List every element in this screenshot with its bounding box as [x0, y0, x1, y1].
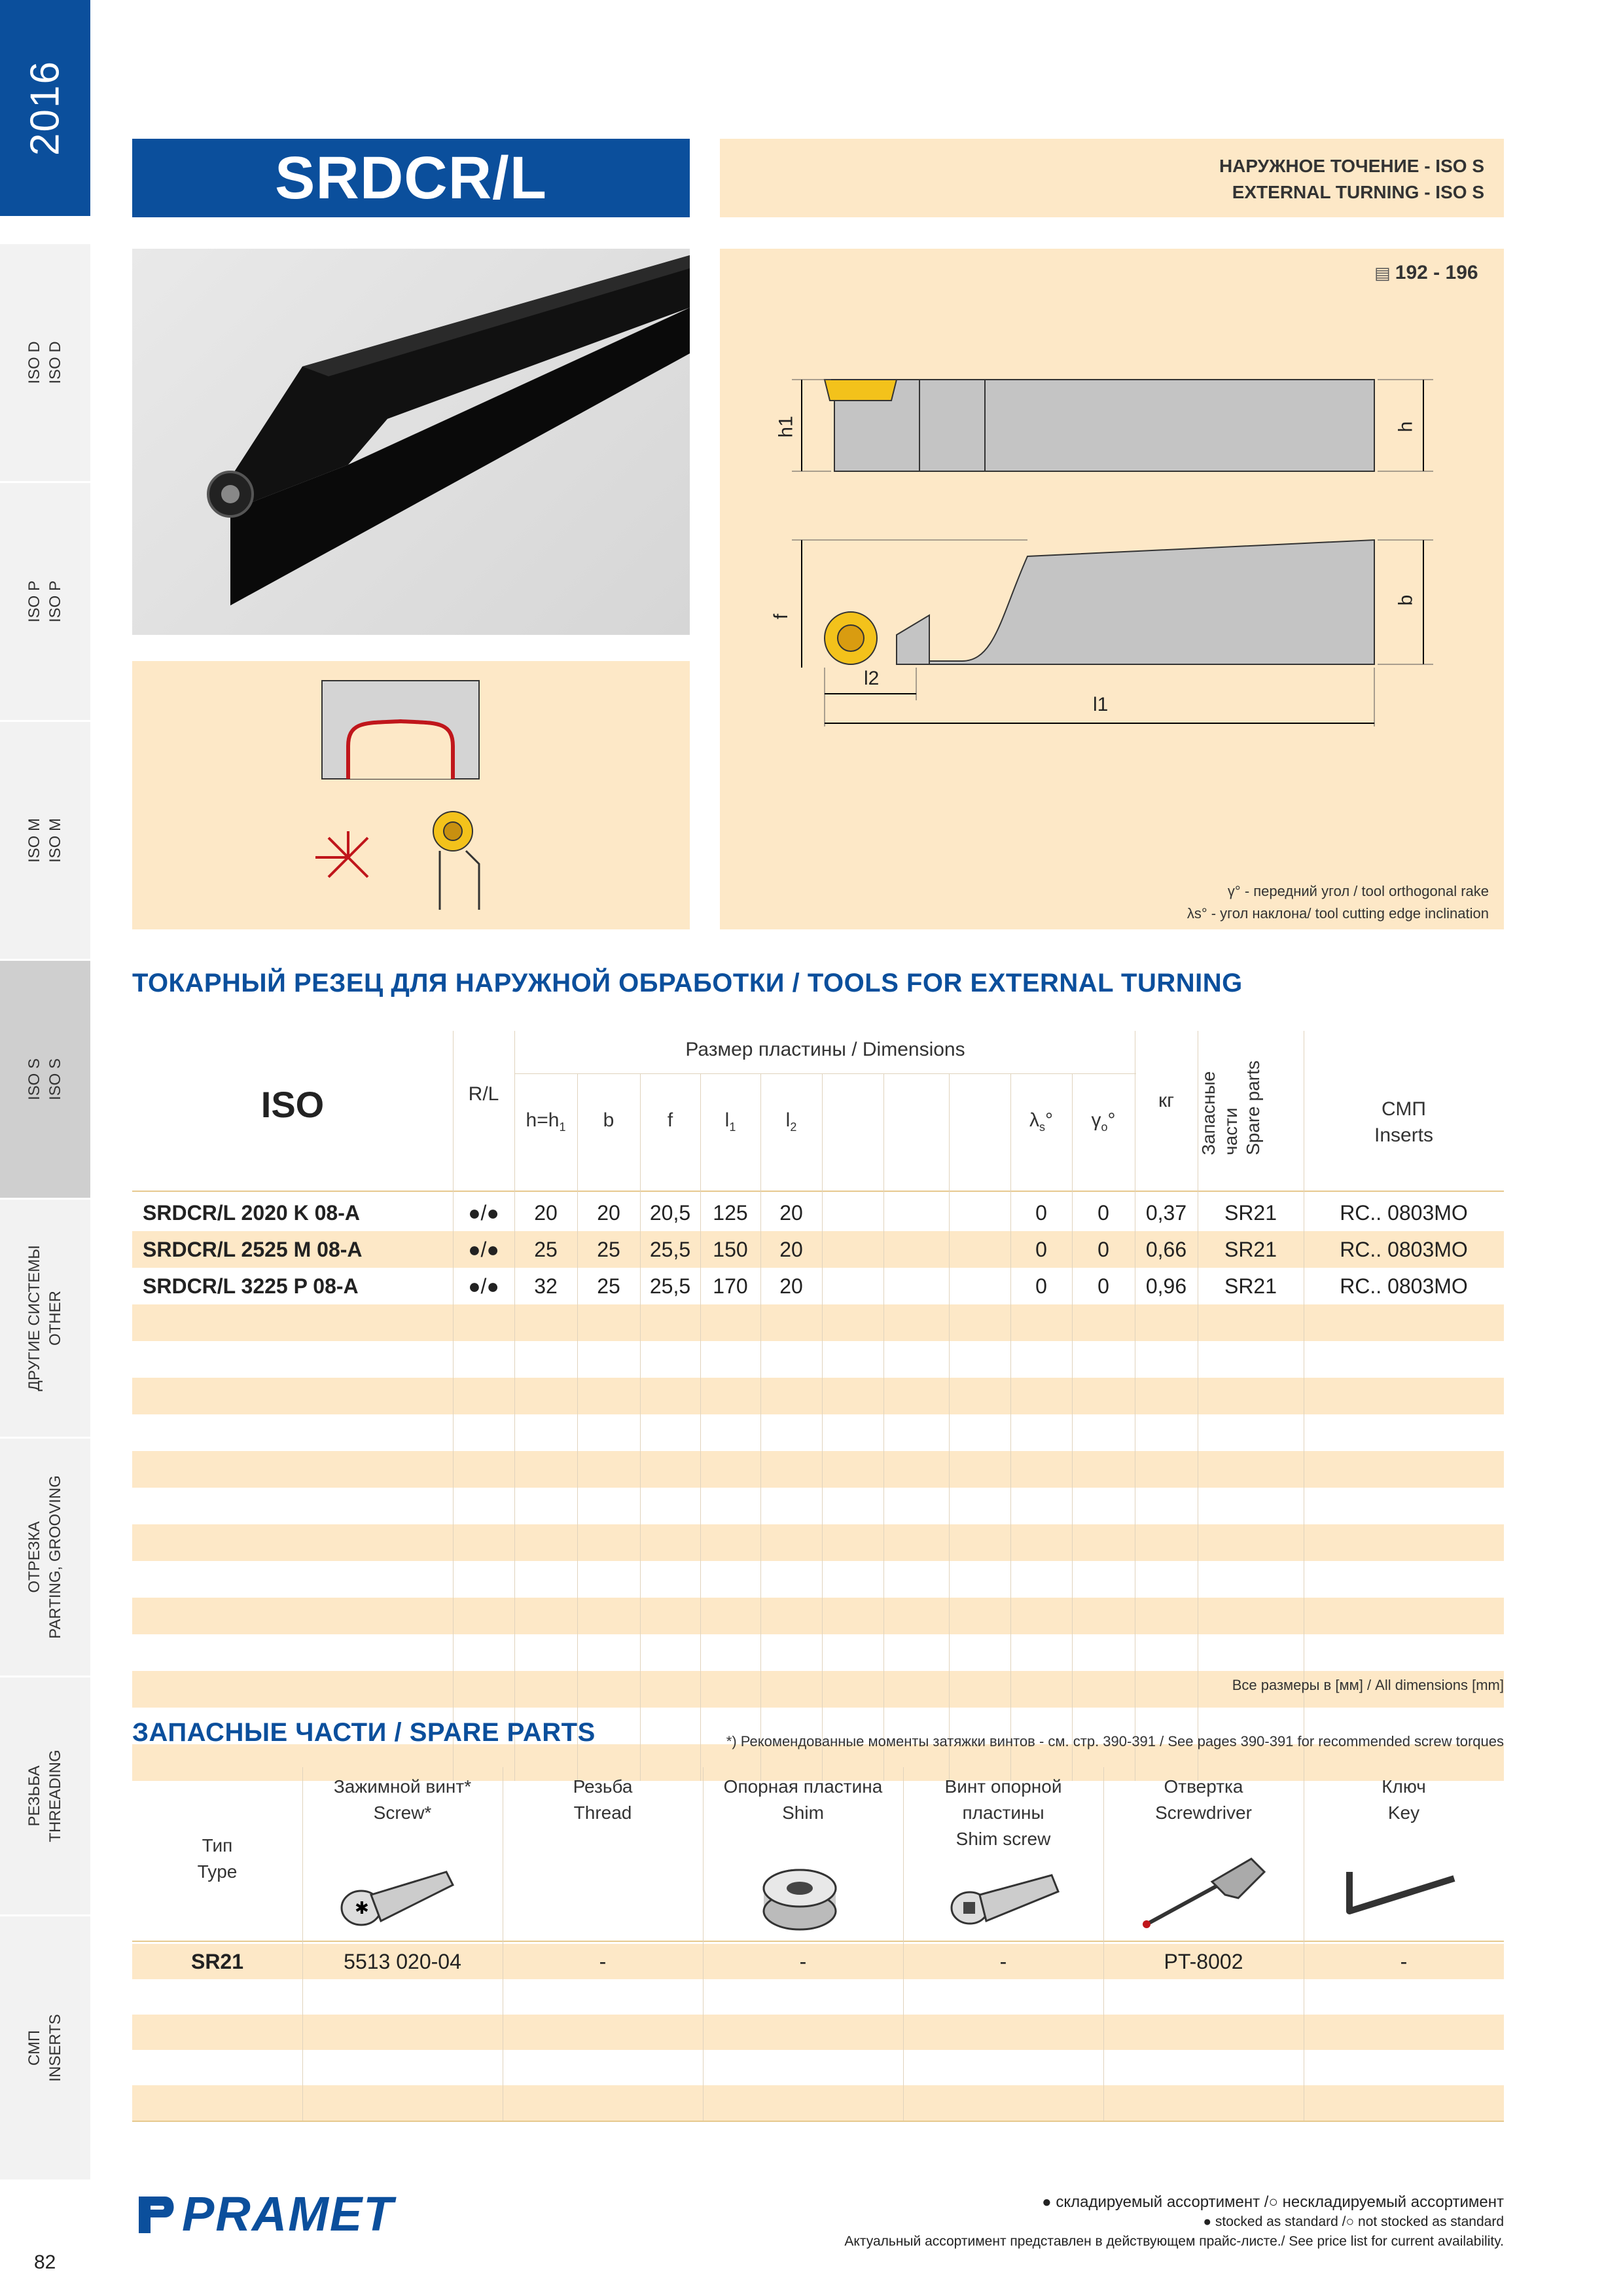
- table-row: [132, 1231, 1504, 1268]
- col-dimensions: Размер пластины / Dimensions: [685, 1039, 965, 1060]
- col-thread: Резьба Thread: [573, 1776, 633, 1823]
- cell-l1: 125: [713, 1201, 748, 1225]
- spare-shim: -: [799, 1950, 807, 1973]
- spare-row-empty: [132, 2050, 1504, 2085]
- sidebar-tab-iso-m[interactable]: [0, 720, 90, 959]
- tab-label-en: OTHER: [46, 1291, 64, 1346]
- table-row-empty: [132, 1378, 1504, 1414]
- spare-section-title: ЗАПАСНЫЕ ЧАСТИ / SPARE PARTS: [132, 1718, 596, 1747]
- spare-key: -: [1400, 1950, 1408, 1973]
- tab-label-ru: ISO M: [26, 817, 43, 863]
- cell-spare: SR21: [1224, 1274, 1277, 1298]
- table-row-empty: [132, 1561, 1504, 1598]
- spare-screwdriver: PT-8002: [1164, 1950, 1243, 1973]
- cell-insert: RC.. 0803MO: [1340, 1201, 1468, 1225]
- col-shim-screw: Винт опорной пластины Shim screw: [944, 1776, 1062, 1849]
- cell-lambda: 0: [1035, 1201, 1047, 1225]
- spare-column-divider: [302, 1767, 303, 2121]
- sidebar-tab-parting[interactable]: [0, 1437, 90, 1676]
- year-label: 2016: [22, 60, 68, 156]
- sidebar-tab-threading[interactable]: [0, 1676, 90, 1914]
- dim-f-label: f: [770, 613, 793, 620]
- page-title: SRDCR/L: [132, 139, 690, 217]
- col-f: f: [667, 1109, 673, 1131]
- angle-legend: [1187, 880, 1489, 925]
- tab-label-ru: ОТРЕЗКА: [26, 1521, 43, 1593]
- year-tab: [0, 0, 90, 216]
- legend-inclination: λs° - угол наклона/ tool cutting edge inclination: [1186, 905, 1489, 922]
- cell-spare: SR21: [1224, 1238, 1277, 1261]
- shim-icon: [741, 1859, 859, 1937]
- table-row-empty: [132, 1524, 1504, 1561]
- tab-label-en: INSERTS: [46, 2014, 64, 2082]
- col-iso: ISO: [260, 1084, 325, 1125]
- cell-rl: ●/●: [468, 1238, 499, 1261]
- table-row-empty: [132, 1488, 1504, 1524]
- brand-name: PRAMET: [182, 2187, 395, 2241]
- spare-screw: 5513 020-04: [344, 1950, 461, 1973]
- column-divider: [700, 1073, 701, 1781]
- cell-f: 20,5: [649, 1201, 691, 1225]
- shim-screw-icon: [944, 1859, 1075, 1931]
- cell-b: 20: [597, 1201, 620, 1225]
- operation-sketch: [132, 661, 690, 929]
- dim-l1-label: l1: [1093, 694, 1109, 715]
- spare-row-empty: [132, 2015, 1504, 2050]
- tab-label-en: ISO S: [46, 1058, 64, 1101]
- col-l1: $l_1$: [724, 1109, 736, 1134]
- page-reference-value: 192 - 196: [1395, 262, 1478, 283]
- cell-gamma: 0: [1097, 1238, 1109, 1261]
- column-divider: [822, 1073, 823, 1781]
- dimension-drawing: [720, 249, 1504, 929]
- cell-lambda: 0: [1035, 1274, 1047, 1298]
- spare-column-divider: [703, 1767, 704, 2121]
- tab-label-en: PARTING, GROOVING: [46, 1475, 64, 1639]
- cell-gamma: 0: [1097, 1274, 1109, 1298]
- stock-legend: [844, 2193, 1504, 2251]
- column-divider: [640, 1073, 641, 1781]
- spare-column-divider: [903, 1767, 904, 2121]
- tab-label-ru: ДРУГИЕ СИСТЕМЫ: [26, 1245, 43, 1391]
- technical-drawing: [720, 249, 1504, 929]
- table-row-empty: [132, 1341, 1504, 1378]
- spare-row-empty: [132, 2085, 1504, 2121]
- tab-label-en: ISO P: [46, 580, 64, 623]
- tool-holder-image: [132, 249, 690, 635]
- table-row-empty: [132, 1304, 1504, 1341]
- header-divider: [132, 1191, 1504, 1192]
- column-divider: [453, 1031, 454, 1781]
- tools-table: [132, 1031, 1504, 1666]
- subtitle-en: EXTERNAL TURNING - ISO S: [1232, 182, 1484, 202]
- document-icon: ▤: [1374, 263, 1395, 283]
- tab-label-ru: РЕЗЬБА: [26, 1765, 43, 1827]
- col-l2: $l_2$: [785, 1109, 797, 1134]
- col-screw: Зажимной винт* Screw*: [333, 1776, 472, 1823]
- brand-logo: [132, 2186, 394, 2242]
- page-reference: [1374, 262, 1478, 284]
- product-photo: [132, 249, 690, 635]
- table-row-empty: [132, 1451, 1504, 1488]
- cell-lambda: 0: [1035, 1238, 1047, 1261]
- column-divider: [1072, 1073, 1073, 1781]
- spare-shim-screw: -: [999, 1950, 1007, 1973]
- cell-iso: SRDCR/L 2525 M 08-A: [143, 1238, 363, 1261]
- col-gamma: $\gamma_o^\circ$: [1091, 1109, 1116, 1134]
- cell-gamma: 0: [1097, 1201, 1109, 1225]
- stock-legend-ru: ● складируемый ассортимент /○ нескладируемый ассортимент: [1042, 2193, 1504, 2211]
- col-rl: R/L: [468, 1083, 499, 1105]
- sidebar-tab-other[interactable]: [0, 1198, 90, 1437]
- tab-label-en: ISO M: [46, 817, 64, 863]
- col-b: b: [603, 1109, 615, 1131]
- page-number: 82: [34, 2251, 56, 2273]
- cell-iso: SRDCR/L 3225 P 08-A: [143, 1274, 359, 1298]
- col-lambda: $\lambda_s^\circ$: [1029, 1109, 1053, 1134]
- tab-label-en: THREADING: [46, 1749, 64, 1842]
- dimensions-note: Все размеры в [мм] / All dimensions [mm]: [1232, 1677, 1504, 1693]
- dim-l2-label: l2: [864, 668, 880, 689]
- cell-l1: 170: [713, 1274, 748, 1298]
- cell-f: 25,5: [649, 1238, 691, 1261]
- table-row-empty: [132, 1414, 1504, 1451]
- cell-spare: SR21: [1224, 1201, 1277, 1225]
- tab-label-ru: ISO S: [26, 1058, 43, 1101]
- col-inserts: СМП Inserts: [1374, 1098, 1434, 1146]
- column-divider: [1010, 1073, 1011, 1781]
- spare-row-empty: [132, 1979, 1504, 2015]
- col-shim: Опорная пластина Shim: [723, 1776, 883, 1823]
- sidebar: [0, 0, 90, 2179]
- stock-legend-en: ● stocked as standard /○ not stocked as standard: [1203, 2214, 1504, 2229]
- column-divider: [883, 1073, 884, 1781]
- svg-text:✱: ✱: [355, 1899, 369, 1918]
- sidebar-tab-inserts[interactable]: [0, 1914, 90, 2179]
- col-type: Тип Type: [197, 1835, 238, 1882]
- spare-thread: -: [599, 1950, 607, 1973]
- spare-header: [132, 1767, 1504, 1944]
- pramet-logo-icon: [132, 2191, 178, 2237]
- dim-b-label: b: [1395, 594, 1417, 606]
- cell-b: 25: [597, 1238, 620, 1261]
- column-divider: [949, 1073, 950, 1781]
- torque-note: *) Рекомендованные моменты затяжки винтов - см. стр. 390-391 / See pages 390-391 for recommended screw torques: [726, 1733, 1504, 1749]
- table-row-empty: [132, 1598, 1504, 1634]
- spare-row: [132, 1944, 1504, 1979]
- col-key: Ключ Key: [1382, 1776, 1426, 1823]
- screwdriver-icon: [1133, 1852, 1277, 1937]
- cell-l1: 150: [713, 1238, 748, 1261]
- table-row: [132, 1194, 1504, 1231]
- cell-insert: RC.. 0803MO: [1340, 1238, 1468, 1261]
- cell-kg: 0,96: [1145, 1274, 1187, 1298]
- table-row-empty: [132, 1634, 1504, 1671]
- page-subtitle: [720, 139, 1504, 217]
- cell-kg: 0,66: [1145, 1238, 1187, 1261]
- cell-l2: 20: [779, 1274, 803, 1298]
- column-divider: [577, 1073, 578, 1781]
- cell-f: 25,5: [649, 1274, 691, 1298]
- application-drawing: [132, 661, 690, 929]
- sidebar-tab-iso-d[interactable]: [0, 242, 90, 481]
- cell-h: 32: [534, 1274, 558, 1298]
- tools-section-title: ТОКАРНЫЙ РЕЗЕЦ ДЛЯ НАРУЖНОЙ ОБРАБОТКИ / TOOLS FOR EXTERNAL TURNING: [132, 969, 1243, 997]
- cell-rl: ●/●: [468, 1201, 499, 1225]
- cell-l2: 20: [779, 1238, 803, 1261]
- column-divider: [760, 1073, 761, 1781]
- tab-label-en: ISO D: [46, 341, 64, 384]
- dim-h1-label: h1: [775, 416, 797, 438]
- cell-insert: RC.. 0803MO: [1340, 1274, 1468, 1298]
- cell-l2: 20: [779, 1201, 803, 1225]
- column-divider: [514, 1031, 515, 1781]
- screw-icon: [335, 1859, 466, 1931]
- col-spare-parts: Запасные части Spare parts: [1198, 1060, 1263, 1155]
- sidebar-tab-iso-p[interactable]: [0, 481, 90, 720]
- key-icon: [1336, 1852, 1467, 1937]
- spare-type: SR21: [190, 1950, 244, 1973]
- cell-iso: SRDCR/L 2020 K 08-A: [143, 1201, 360, 1225]
- cell-rl: ●/●: [468, 1274, 499, 1298]
- cell-h: 25: [534, 1238, 558, 1261]
- cell-b: 25: [597, 1274, 620, 1298]
- spare-column-divider: [1103, 1767, 1104, 2121]
- subtitle-ru: НАРУЖНОЕ ТОЧЕНИЕ - ISO S: [1219, 156, 1484, 176]
- price-note: Актуальный ассортимент представлен в действующем прайс-листе./ See price list for current availability.: [844, 2234, 1504, 2249]
- tab-label-ru: ISO P: [26, 580, 43, 623]
- col-kg: кг: [1158, 1090, 1175, 1111]
- cell-kg: 0,37: [1145, 1201, 1187, 1225]
- tab-label-ru: СМП: [26, 2030, 43, 2066]
- cell-h: 20: [534, 1201, 558, 1225]
- legend-rake: γ° - передний угол / tool orthogonal rake: [1227, 883, 1489, 899]
- table-row: [132, 1268, 1504, 1304]
- tab-label-ru: ISO D: [26, 341, 43, 384]
- sidebar-tab-iso-s[interactable]: [0, 959, 90, 1198]
- col-h: $h=h_1$: [526, 1109, 566, 1134]
- dim-h-label: h: [1395, 421, 1417, 433]
- col-screwdriver: Отвертка Screwdriver: [1155, 1776, 1252, 1823]
